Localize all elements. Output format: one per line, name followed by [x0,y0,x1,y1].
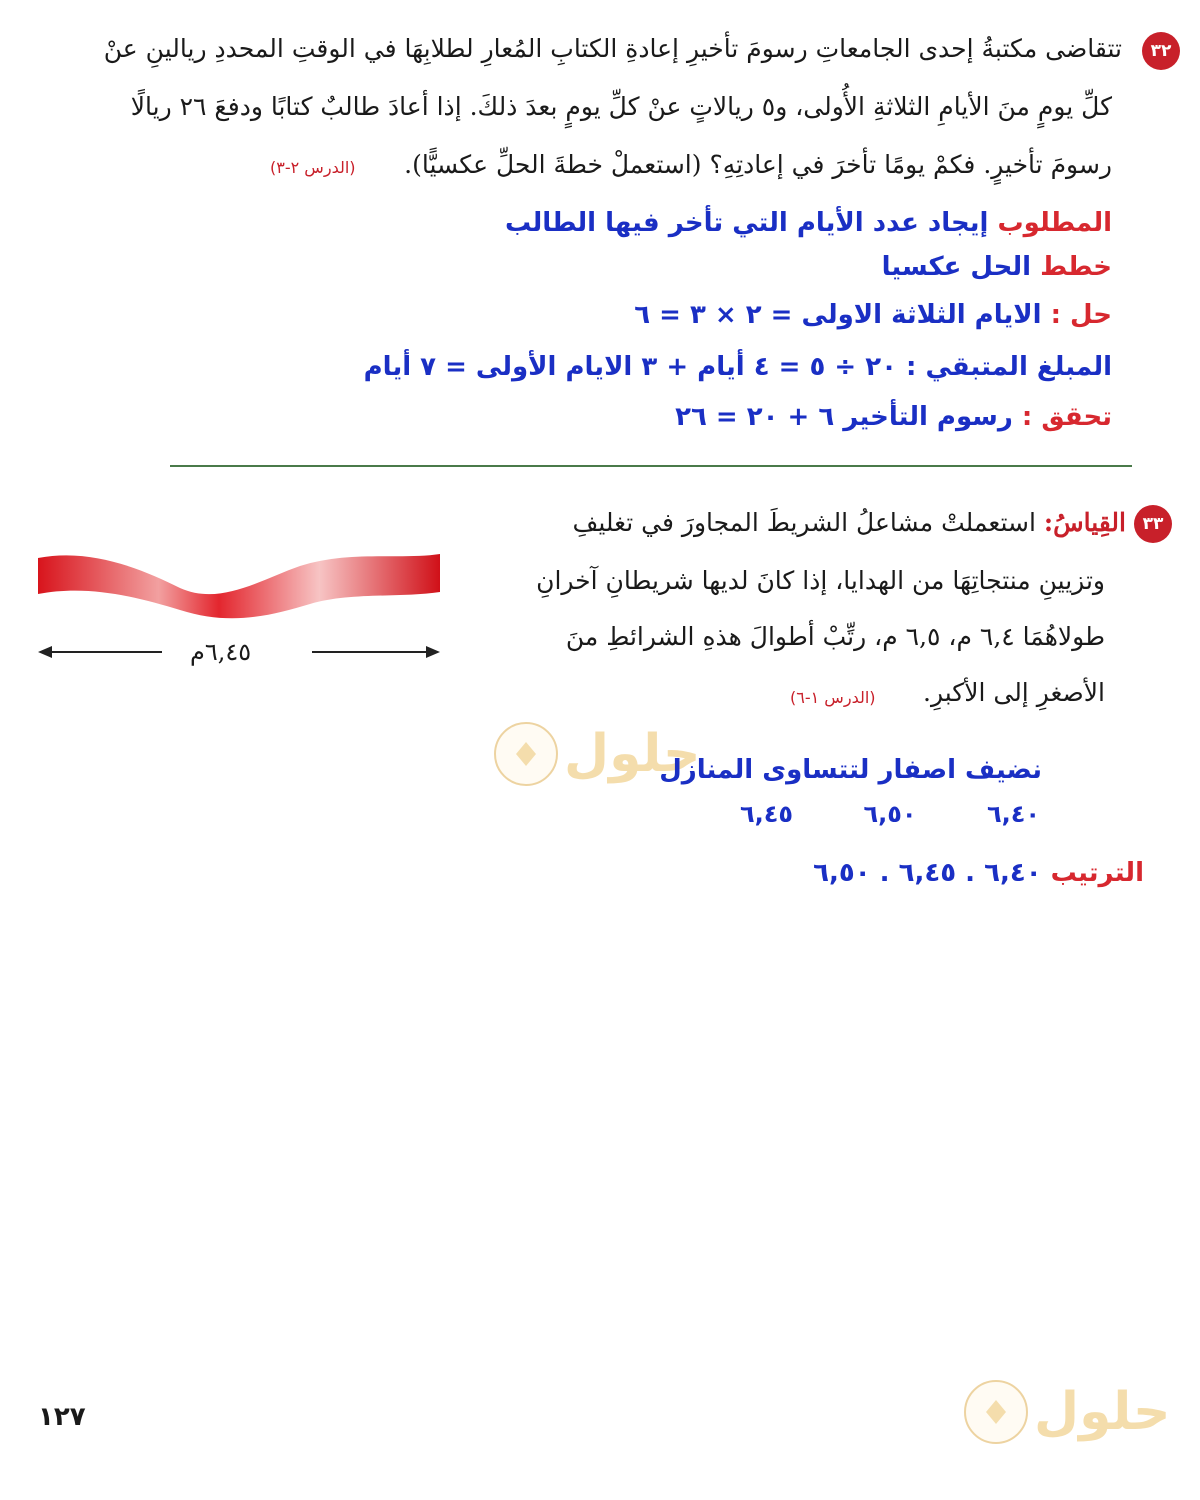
question-33-line-2: وتزيينِ منتجاتِهَا من الهدايا، إذا كانَ لديها شريطانِ آخرانِ [536,566,1105,595]
lesson-reference: (الدرس ٢-٣) [270,158,356,177]
question-33-line-1 [572,508,1126,537]
watermark-text: حلول [564,724,701,784]
check-label: تحقق : [1021,402,1112,432]
value-item: ٦,٥٠ [863,800,917,828]
required-text: إيجاد عدد الأيام التي تأخر فيها الطالب [505,208,989,238]
question-32-line-1: تتقاضى مكتبةُ إحدى الجامعاتِ رسومَ تأخيرِ إعادةِ الكتابِ المُعارِ لطلابِهَا في الوقتِ المحددِ ريالينِ عنْ [103,34,1122,63]
value-item: ٦,٤٠ [986,800,1040,828]
value-item: ٦,٤٥ [740,800,794,828]
answer-note: نضيف اصفار لتتساوى المنازل [659,755,1042,785]
section-divider [170,465,1132,467]
check-text: رسوم التأخير ٦ + ٢٠ = ٢٦ [675,402,1013,432]
required-label: المطلوب [997,208,1112,238]
question-33-label: القِياسُ: [1043,508,1126,537]
question-number-badge: ٣٣ [1134,505,1172,543]
plan-text: الحل عكسيا [881,252,1032,282]
arrow-head-right [426,646,440,658]
answer-order [813,858,1144,888]
watermark-logo-icon [494,722,558,786]
answer-check [675,402,1112,432]
answer-required [505,208,1112,238]
question-33-line-4: الأصغرِ إلى الأكبرِ. [923,678,1105,707]
watermark-text: حلول [1034,1382,1171,1442]
question-32-line-2: كلِّ يومٍ منَ الأيامِ الثلاثةِ الأُولى، و٥ ريالاتٍ عنْ كلِّ يومٍ بعدَ ذلكَ. إذا أعادَ طالبٌ كتابًا ودفعَ ٢٦ ريالًا [130,92,1112,121]
answer-solve [634,300,1112,330]
answer-values [740,800,1040,828]
question-32-line-3: رسومَ تأخيرٍ. فكمْ يومًا تأخرَ في إعادتِهِ؟ (استعملْ خطةَ الحلِّ عكسيًّا). [404,150,1112,179]
plan-label: خطط [1040,252,1112,282]
answer-remaining: المبلغ المتبقي : ٢٠ ÷ ٥ = ٤ أيام + ٣ الايام الأولى = ٧ أيام [363,352,1112,382]
answer-plan [882,252,1112,282]
lesson-reference: (الدرس ١-٦) [790,688,876,707]
solve-text: الايام الثلاثة الاولى = ٢ × ٣ = ٦ [634,300,1042,330]
page-number: ١٢٧ [38,1402,86,1432]
solve-label: حل : [1050,300,1112,330]
order-label: الترتيب [1050,858,1144,888]
ribbon-length-label: ٦,٤٥م [190,638,252,666]
question-number-badge: ٣٢ [1142,32,1180,70]
question-33-line-3: طولاهُمَا ٦,٤ م، ٦,٥ م، رتِّبْ أطوالَ هذهِ الشرائطِ منَ [565,622,1105,651]
watermark [964,1380,1170,1444]
question-33-line-1-text: استعملتْ مشاعلُ الشريطَ المجاورَ في تغليفِ [572,508,1036,537]
watermark-logo-icon [964,1380,1028,1444]
ribbon-shape [38,554,440,618]
order-text: ٦,٤٠ . ٦,٤٥ . ٦,٥٠ [813,858,1042,888]
arrow-head-left [38,646,52,658]
